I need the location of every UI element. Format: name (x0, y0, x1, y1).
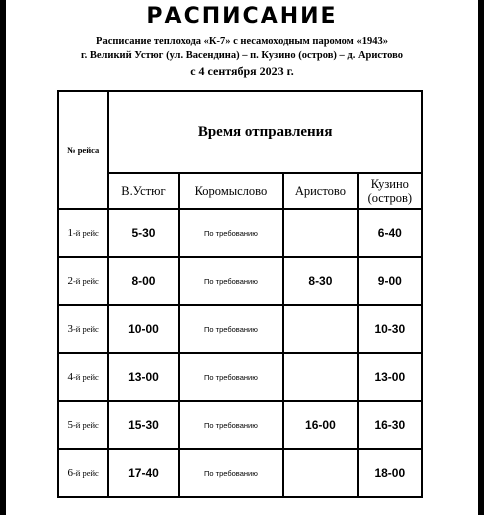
time-koromyslovo: По требованию (179, 401, 284, 449)
trip-label (58, 353, 108, 401)
time-aristovo: 16-00 (283, 401, 357, 449)
stop-header-kuzino: Кузино (остров) (358, 173, 422, 209)
time-kuzino: 16-30 (358, 401, 422, 449)
time-aristovo (283, 449, 357, 497)
trip-label (58, 401, 108, 449)
time-aristovo (283, 353, 357, 401)
departure-time-header: Время отправления (108, 91, 422, 173)
table-row (58, 209, 422, 257)
time-ustyug: 15-30 (108, 401, 178, 449)
time-koromyslovo: По требованию (179, 449, 284, 497)
trip-number: 1 (67, 227, 73, 239)
time-ustyug: 5-30 (108, 209, 178, 257)
vessel-line: Расписание теплохода «К-7» с несамоходным паромом «1943» (96, 36, 388, 47)
trip-suffix: -й рейс (72, 372, 99, 382)
time-kuzino: 9-00 (358, 257, 422, 305)
trip-suffix: -й рейс (72, 228, 99, 238)
trip-suffix: -й рейс (72, 420, 99, 430)
time-aristovo: 8-30 (283, 257, 357, 305)
trip-suffix: -й рейс (72, 324, 99, 334)
stop-header-koromyslovo: Коромыслово (179, 173, 284, 209)
effective-date: с 4 сентября 2023 г. (190, 64, 294, 78)
time-kuzino: 13-00 (358, 353, 422, 401)
trip-number: 4 (67, 371, 73, 383)
schedule-table (57, 90, 423, 498)
time-ustyug: 13-00 (108, 353, 178, 401)
time-koromyslovo: По требованию (179, 305, 284, 353)
trip-label (58, 257, 108, 305)
time-kuzino: 18-00 (358, 449, 422, 497)
trip-suffix: -й рейс (72, 276, 99, 286)
time-ustyug: 17-40 (108, 449, 178, 497)
time-kuzino: 6-40 (358, 209, 422, 257)
table-row (58, 449, 422, 497)
table-row (58, 401, 422, 449)
trip-number: 3 (67, 323, 73, 335)
trip-label (58, 449, 108, 497)
stop-header-ustyug: В.Устюг (108, 173, 178, 209)
trip-suffix: -й рейс (72, 468, 99, 478)
time-aristovo (283, 209, 357, 257)
trip-number: 6 (67, 467, 73, 479)
time-kuzino: 10-30 (358, 305, 422, 353)
time-koromyslovo: По требованию (179, 257, 284, 305)
time-koromyslovo: По требованию (179, 353, 284, 401)
table-row (58, 353, 422, 401)
table-row (58, 305, 422, 353)
document-page (6, 0, 478, 515)
time-ustyug: 10-00 (108, 305, 178, 353)
route-line: г. Великий Устюг (ул. Васендина) – п. Кузино (остров) – д. Аристово (81, 50, 403, 61)
trip-number: 2 (67, 275, 73, 287)
time-koromyslovo: По требованию (179, 209, 284, 257)
trip-label (58, 209, 108, 257)
trip-number-header: № рейса (58, 91, 108, 209)
table-row (58, 257, 422, 305)
page-title: РАСПИСАНИЕ (146, 4, 338, 29)
trip-number: 5 (67, 419, 73, 431)
trip-label (58, 305, 108, 353)
time-aristovo (283, 305, 357, 353)
time-ustyug: 8-00 (108, 257, 178, 305)
stop-header-aristovo: Аристово (283, 173, 357, 209)
